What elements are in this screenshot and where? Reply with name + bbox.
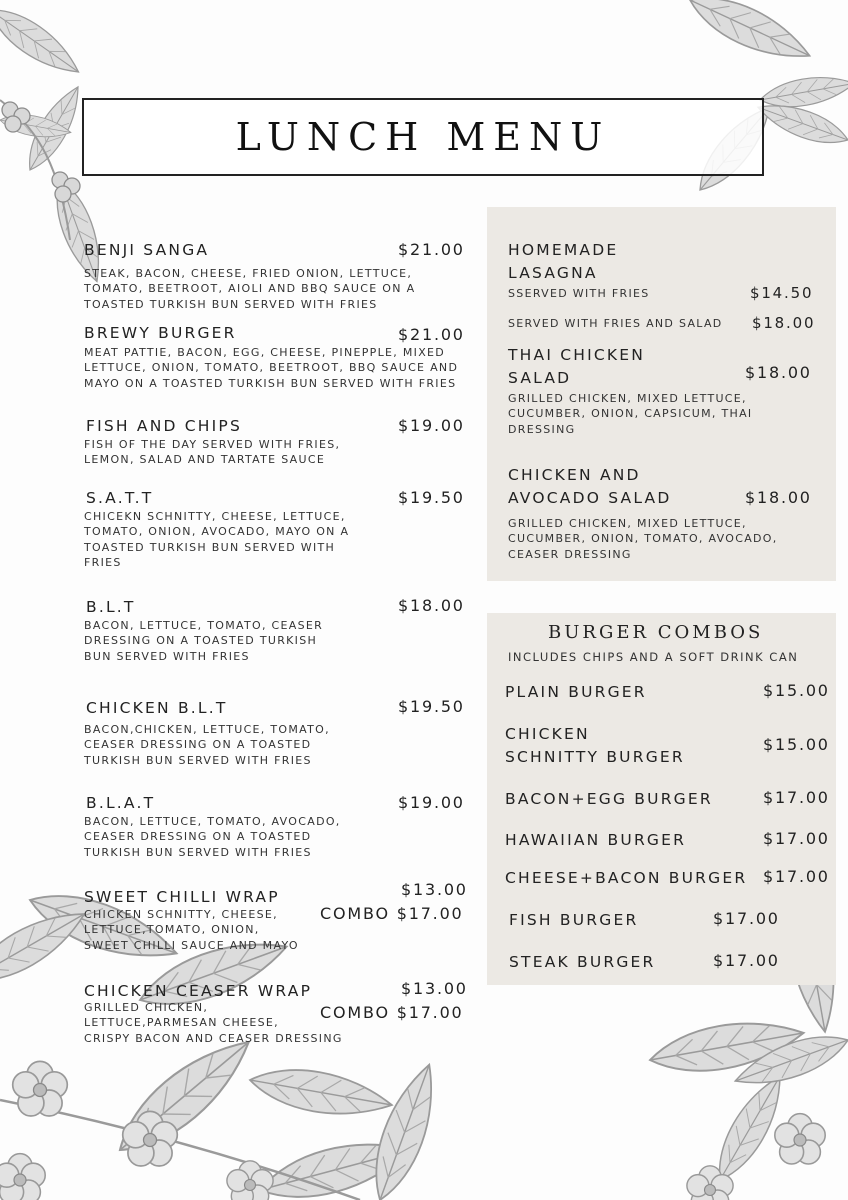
desc-line: CEASER DRESSING ON A TOASTED bbox=[84, 830, 312, 844]
item-price: $13.00 bbox=[401, 979, 468, 998]
combo-name: CHEESE+BACON BURGER bbox=[505, 869, 748, 887]
item-description bbox=[84, 722, 330, 768]
item-price: $21.00 bbox=[398, 240, 465, 259]
desc-line: CHICKEN SCHNITTY, CHEESE, bbox=[84, 908, 278, 921]
item-description bbox=[84, 345, 458, 391]
desc-line: TOASTED TURKISH BUN SERVED WITH FRIES bbox=[84, 297, 378, 311]
desc-line: DRESSING bbox=[508, 422, 576, 436]
item-price: $13.00 bbox=[401, 880, 468, 899]
combo-price: $17.00 bbox=[713, 951, 780, 970]
desc-line: TURKISH BUN SERVED WITH FRIES bbox=[84, 845, 312, 859]
desc-line: CHICEKN SCHNITTY, CHEESE, LETTUCE, bbox=[84, 510, 346, 523]
combo-price: $17.00 bbox=[763, 867, 830, 886]
combo-name: STEAK BURGER bbox=[509, 953, 656, 971]
desc-line: CUCUMBER, ONION, CAPSICUM, THAI bbox=[508, 407, 753, 421]
item-name: B.L.T bbox=[86, 598, 136, 616]
item-name bbox=[508, 344, 645, 390]
desc-line: FISH OF THE DAY SERVED WITH FRIES, bbox=[84, 438, 341, 451]
desc-line: BACON, LETTUCE, TOMATO, CEASER bbox=[84, 619, 324, 632]
desc-line: TOMATO, ONION, AVOCADO, MAYO ON A bbox=[84, 525, 350, 539]
combo-name: HAWAIIAN BURGER bbox=[505, 831, 687, 849]
desc-line: BUN SERVED WITH FRIES bbox=[84, 649, 250, 663]
combos-subtitle: INCLUDES CHIPS AND A SOFT DRINK CAN bbox=[508, 650, 799, 664]
item-description bbox=[84, 814, 341, 860]
item-name: CHICKEN CEASER WRAP bbox=[84, 982, 313, 1000]
desc-line: TOASTED TURKISH BUN SERVED WITH bbox=[84, 540, 336, 554]
desc-line: DRESSING ON A TOASTED TURKISH bbox=[84, 634, 318, 648]
item-name bbox=[508, 464, 672, 510]
item-name: CHICKEN B.L.T bbox=[86, 699, 228, 717]
item-price: $18.00 bbox=[745, 363, 812, 382]
combo-name: BACON+EGG BURGER bbox=[505, 790, 713, 808]
item-name: BREWY BURGER bbox=[84, 324, 237, 342]
item-price: $19.00 bbox=[398, 793, 465, 812]
option-label: SSERVED WITH FRIES bbox=[508, 287, 650, 300]
name-line: AVOCADO SALAD bbox=[508, 489, 672, 507]
combo-name bbox=[505, 723, 685, 769]
desc-line: BACON, LETTUCE, TOMATO, AVOCADO, bbox=[84, 815, 341, 828]
desc-line: LEMON, SALAD AND TARTATE SAUCE bbox=[84, 453, 326, 467]
desc-line: GRILLED CHICKEN, MIXED LETTUCE, bbox=[508, 392, 747, 405]
item-name bbox=[508, 239, 618, 285]
name-line: THAI CHICKEN bbox=[508, 346, 646, 364]
desc-line: CEASER DRESSING ON A TOASTED bbox=[84, 738, 312, 752]
item-price: $18.00 bbox=[752, 314, 816, 332]
combo-name: PLAIN BURGER bbox=[505, 683, 647, 701]
item-price: $19.50 bbox=[398, 488, 465, 507]
item-name: SWEET CHILLI WRAP bbox=[84, 888, 280, 906]
name-line: CHICKEN AND bbox=[508, 466, 641, 484]
item-description bbox=[84, 509, 349, 571]
item-price: $14.50 bbox=[750, 284, 814, 302]
item-description bbox=[84, 618, 323, 664]
flower-icon bbox=[0, 1061, 273, 1200]
desc-line: STEAK, BACON, CHEESE, FRIED ONION, LETTUCE, bbox=[84, 267, 413, 280]
item-price: $19.00 bbox=[398, 416, 465, 435]
item-description bbox=[508, 516, 778, 562]
desc-line: LETTUCE,TOMATO, ONION, bbox=[84, 923, 260, 937]
name-line: SALAD bbox=[508, 369, 572, 387]
option-label: SERVED WITH FRIES AND SALAD bbox=[508, 317, 723, 330]
item-price: $21.00 bbox=[398, 325, 465, 344]
desc-line: LETTUCE,PARMESAN CHEESE, bbox=[84, 1016, 279, 1030]
desc-line: GRILLED CHICKEN, bbox=[84, 1001, 209, 1014]
item-price: $19.50 bbox=[398, 697, 465, 716]
desc-line: LETTUCE, ONION, TOMATO, BEETROOT, BBQ SAUCE AND bbox=[84, 361, 459, 375]
desc-line: FRIES bbox=[84, 556, 122, 570]
combo-price: COMBO $17.00 bbox=[320, 1003, 464, 1022]
desc-line: CEASER DRESSING bbox=[508, 547, 632, 561]
name-line: SCHNITTY BURGER bbox=[505, 748, 685, 766]
combo-price: $17.00 bbox=[763, 788, 830, 807]
item-name: FISH AND CHIPS bbox=[86, 417, 243, 435]
desc-line: SWEET CHILLI SAUCE AND MAYO bbox=[84, 938, 299, 952]
item-description bbox=[84, 1000, 343, 1046]
combo-price: $15.00 bbox=[763, 735, 830, 754]
item-price: $18.00 bbox=[745, 488, 812, 507]
item-name: S.A.T.T bbox=[86, 489, 154, 507]
desc-line: TOMATO, BEETROOT, AIOLI AND BBQ SAUCE ON A bbox=[84, 282, 416, 296]
item-description bbox=[84, 437, 340, 468]
desc-line: TURKISH BUN SERVED WITH FRIES bbox=[84, 753, 312, 767]
name-line: LASAGNA bbox=[508, 264, 598, 282]
combo-price: $17.00 bbox=[763, 829, 830, 848]
combos-title: BURGER COMBOS bbox=[548, 622, 764, 643]
desc-line: CUCUMBER, ONION, TOMATO, AVOCADO, bbox=[508, 532, 778, 546]
item-name: BENJI SANGA bbox=[84, 241, 210, 259]
desc-line: MAYO ON A TOASTED TURKISH BUN SERVED WITH FRIES bbox=[84, 376, 457, 390]
item-price: $18.00 bbox=[398, 596, 465, 615]
desc-line: MEAT PATTIE, BACON, EGG, CHEESE, PINEPPLE, MIXED bbox=[84, 346, 446, 359]
item-description bbox=[84, 907, 299, 953]
name-line: CHICKEN bbox=[505, 725, 590, 743]
desc-line: BACON,CHICKEN, LETTUCE, TOMATO, bbox=[84, 723, 330, 736]
item-name: B.L.A.T bbox=[86, 794, 156, 812]
desc-line: GRILLED CHICKEN, MIXED LETTUCE, bbox=[508, 517, 747, 530]
combo-name: FISH BURGER bbox=[509, 911, 639, 929]
page-title: LUNCH MENU bbox=[235, 115, 611, 159]
title-box bbox=[82, 98, 764, 176]
item-description bbox=[84, 266, 415, 312]
combo-price: $15.00 bbox=[763, 681, 830, 700]
item-description bbox=[508, 391, 752, 437]
combo-price: $17.00 bbox=[713, 909, 780, 928]
combo-price: COMBO $17.00 bbox=[320, 904, 464, 923]
desc-line: CRISPY BACON AND CEASER DRESSING bbox=[84, 1031, 343, 1045]
name-line: HOMEMADE bbox=[508, 241, 619, 259]
